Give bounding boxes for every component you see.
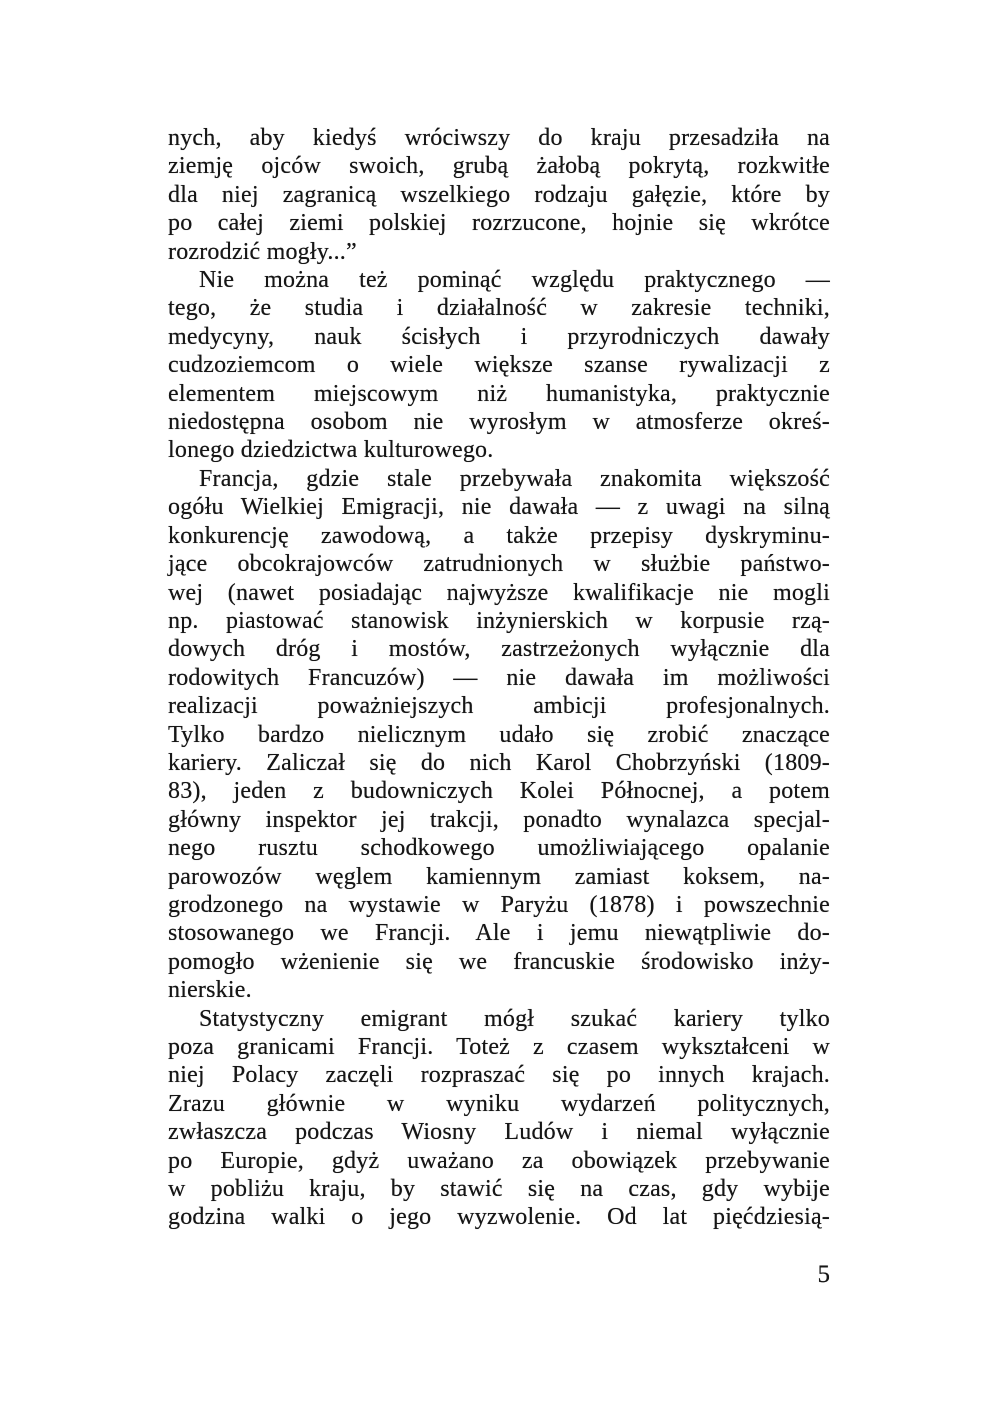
text-line: po całej ziemi polskiej rozrzucone, hojnie się wkrótce [168,210,830,237]
text-line: lonego dziedzictwa kulturowego. [168,437,494,464]
text-line: grodzonego na wystawie w Paryżu (1878) i powszechnie [168,891,830,918]
text-line: elementem miejscowym niż humanistyka, praktycznie [168,380,830,407]
text-line: niedostępna osobom nie wyrosłym w atmosferze okreś- [168,409,830,436]
text-line: niej Polacy zaczęli rozpraszać się po innych krajach. [168,1062,830,1089]
body-text [168,124,830,1232]
text-line: nierskie. [168,977,252,1004]
text-line: rozrodzić mogły...” [168,238,357,265]
paragraph [168,465,830,1005]
text-line: godzina walki o jego wyzwolenie. Od lat pięćdziesią- [168,1204,830,1231]
text-line: nych, aby kiedyś wróciwszy do kraju przesadziła na [168,125,830,151]
text-line: jące obcokrajowców zatrudnionych w służbie państwo- [168,551,830,578]
text-line: główny inspektor jej trakcji, ponadto wynalazca specjal- [168,806,830,833]
text-line: ziemję ojców swoich, grubą żałobą pokrytą, rozkwitłe [168,153,830,180]
text-line: stosowanego we Francji. Ale i jemu niewątpliwie do- [168,920,830,947]
paragraph [168,124,830,266]
page-number: 5 [817,1261,830,1288]
text-line: tego, że studia i działalność w zakresie techniki, [168,295,830,322]
text-line: parowozów węglem kamiennym zamiast koksem, na- [168,863,830,890]
text-line: medycyny, nauk ścisłych i przyrodniczych dawały [168,323,830,350]
text-line: Francja, gdzie stale przebywała znakomita większość [199,465,830,492]
text-line: dla niej zagranicą wszelkiego rodzaju gałęzie, które by [168,181,830,208]
text-line: ogółu Wielkiej Emigracji, nie dawała — z uwagi na silną [168,494,830,521]
text-line: w pobliżu kraju, by stawić się na czas, gdy wybije [168,1176,830,1203]
paragraph [168,266,830,465]
text-line: np. piastować stanowisk inżynierskich w korpusie rzą- [168,607,830,634]
text-line: pomogło wżenienie się we francuskie środowisko inży- [168,948,830,975]
text-line: Nie można też pominąć względu praktycznego — [199,267,830,294]
text-line: zwłaszcza podczas Wiosny Ludów i niemal wyłącznie [168,1119,830,1146]
text-line: dowych dróg i mostów, zastrzeżonych wyłącznie dla [168,636,830,663]
text-line: kariery. Zaliczał się do nich Karol Chobrzyński (1809- [168,749,830,776]
text-line: realizacji poważniejszych ambicji profesjonalnych. [168,693,830,720]
paragraph [168,1005,830,1232]
text-line: Statystyczny emigrant mógł szukać kariery tylko [199,1005,830,1032]
text-line: po Europie, gdyż uważano za obowiązek przebywanie [168,1147,830,1174]
text-line: cudzoziemcom o wiele większe szanse rywalizacji z [168,352,830,379]
text-line: konkurencję zawodową, a także przepisy dyskryminu- [168,522,830,549]
text-line: nego rusztu schodkowego umożliwiającego opalanie [168,835,830,862]
text-line: rodowitych Francuzów) — nie dawała im możliwości [168,664,830,691]
text-line: Zrazu głównie w wyniku wydarzeń politycznych, [168,1090,830,1117]
text-line: 83), jeden z budowniczych Kolei Północnej, a potem [168,778,830,805]
text-line: poza granicami Francji. Toteż z czasem wykształceni w [168,1034,830,1060]
text-line: wej (nawet posiadając najwyższe kwalifikacje nie mogli [168,579,830,606]
text-line: Tylko bardzo nielicznym udało się zrobić znaczące [168,721,830,748]
